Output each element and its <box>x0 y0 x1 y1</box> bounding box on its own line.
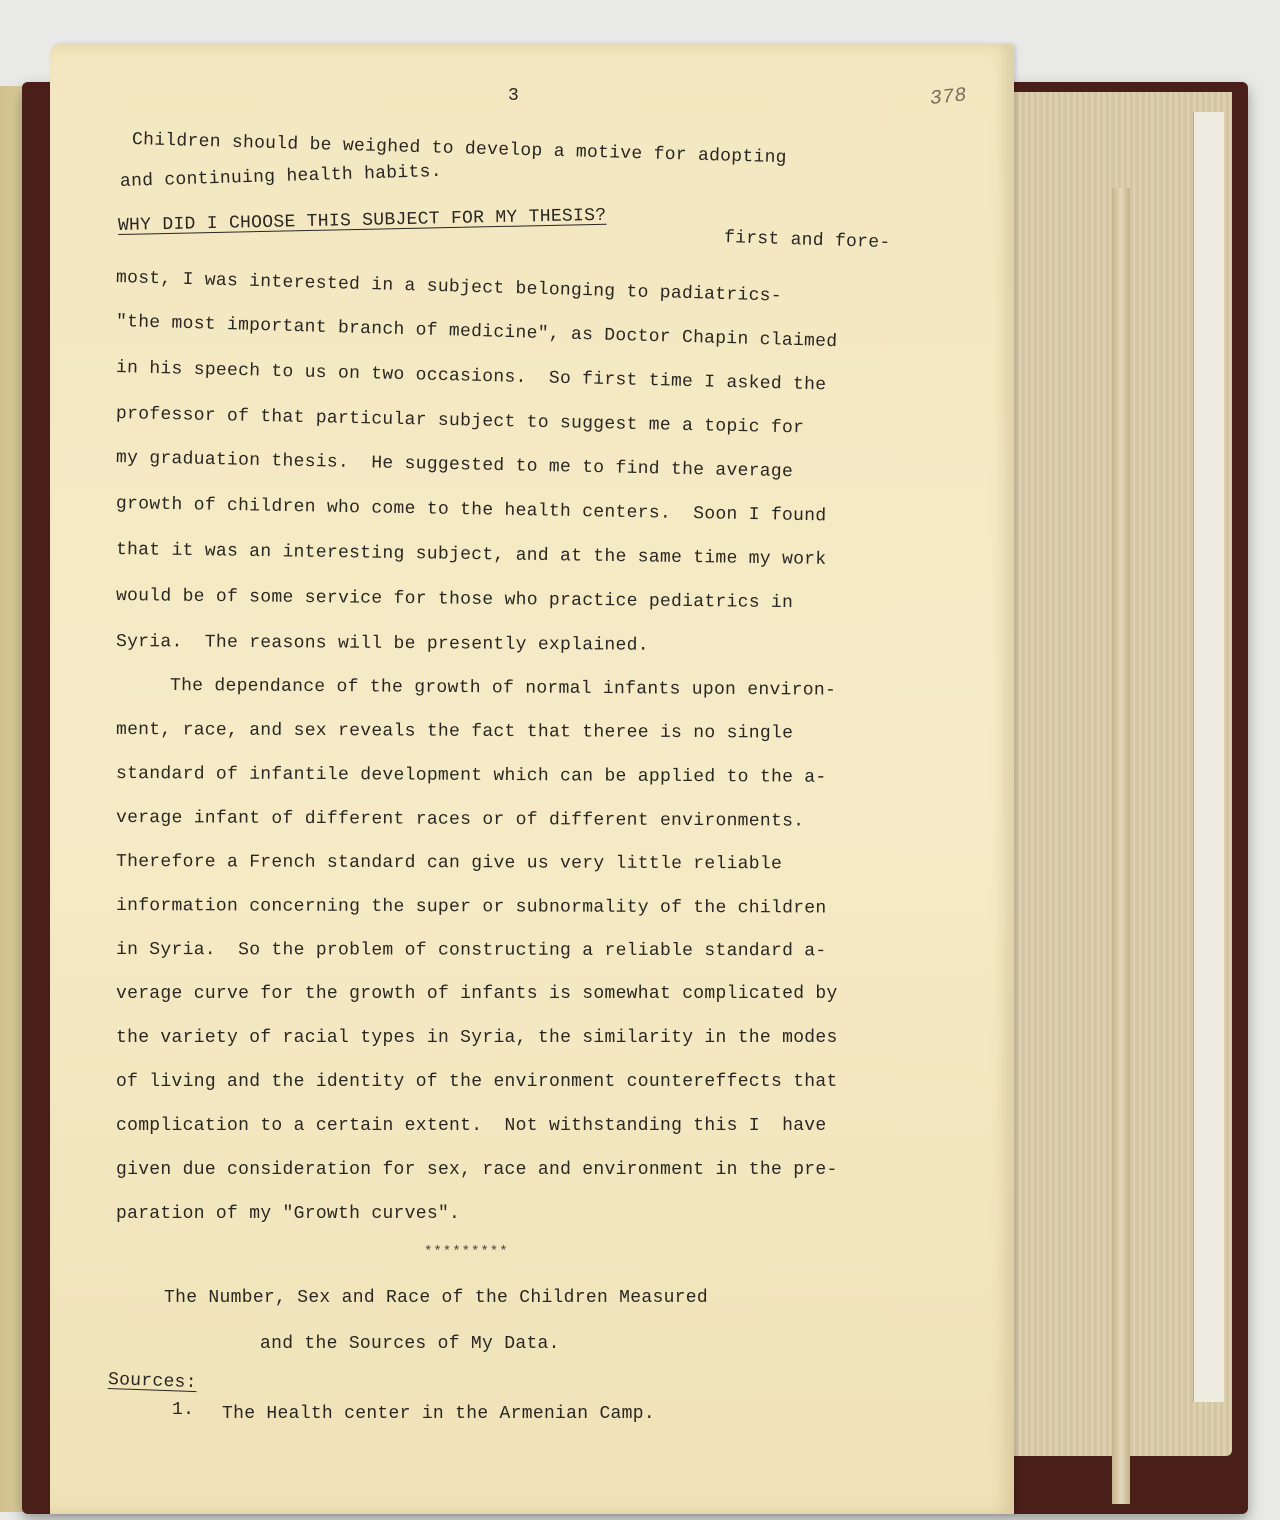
text-line-16: verage infant of different races or of different environments. <box>115 808 805 832</box>
text-line-4: most, I was interested in a subject belonging to padiatrics- <box>115 268 783 307</box>
sources-label: Sources: <box>107 1370 198 1394</box>
folio-number: 378 <box>928 84 968 111</box>
text-line-12: Syria. The reasons will be presently explained. <box>115 632 649 656</box>
section-title-line-1: The Number, Sex and Race of the Children Measured <box>164 1288 708 1308</box>
text-line-21: the variety of racial types in Syria, the similarity in the modes <box>116 1028 838 1048</box>
text-line-8: my graduation thesis. He suggested to me to find the average <box>115 448 794 483</box>
text-line-7: professor of that particular subject to suggest me a topic for <box>115 404 805 439</box>
text-line-10: that it was an interesting subject, and at the same time my work <box>115 540 827 570</box>
text-line-1: Children should be weighed to develop a motive for adopting <box>131 130 788 169</box>
source-item-text: The Health center in the Armenian Camp. <box>222 1404 655 1424</box>
text-line-23: complication to a certain extent. Not withstanding this I have <box>116 1116 827 1136</box>
section-heading: WHY DID I CHOOSE THIS SUBJECT FOR MY THESIS? <box>117 205 607 236</box>
text-line-25: paration of my "Growth curves". <box>116 1204 461 1224</box>
section-title-line-2: and the Sources of My Data. <box>260 1334 560 1354</box>
text-line-17: Therefore a French standard can give us very little reliable <box>115 852 783 875</box>
source-item-number: 1. <box>172 1400 195 1420</box>
text-line-2: and continuing health habits. <box>119 161 443 192</box>
separator-asterisks: ********* <box>424 1244 509 1260</box>
text-line-11: would be of some service for those who practice pediatrics in <box>115 586 794 614</box>
text-line-20: verage curve for the growth of infants is somewhat complicated by <box>116 984 838 1004</box>
text-line-22: of living and the identity of the environment countereffects that <box>116 1072 838 1092</box>
text-line-13: The dependance of the growth of normal infants upon environ- <box>169 676 837 701</box>
text-line-5: "the most important branch of medicine", as Doctor Chapin claimed <box>115 312 838 353</box>
text-line-9: growth of children who come to the health centers. Soon I found <box>115 494 827 527</box>
text-line-14: ment, race, and sex reveals the fact that theree is no single <box>115 720 794 744</box>
endpaper <box>1193 112 1224 1402</box>
page-block-gather <box>1112 188 1130 1504</box>
text-line-6: in his speech to us on two occasions. So first time I asked the <box>115 358 827 396</box>
typed-page <box>50 44 1014 1514</box>
page-number: 3 <box>508 86 520 106</box>
text-line-15: standard of infantile development which can be applied to the a- <box>115 764 827 788</box>
text-line-24: given due consideration for sex, race and environment in the pre- <box>116 1160 838 1180</box>
text-line-3: first and fore- <box>723 228 891 254</box>
page-block-fore-edge <box>992 92 1232 1456</box>
text-line-19: in Syria. So the problem of constructing a reliable standard a- <box>115 940 827 962</box>
text-line-18: information concerning the super or subnormality of the children <box>115 896 827 919</box>
